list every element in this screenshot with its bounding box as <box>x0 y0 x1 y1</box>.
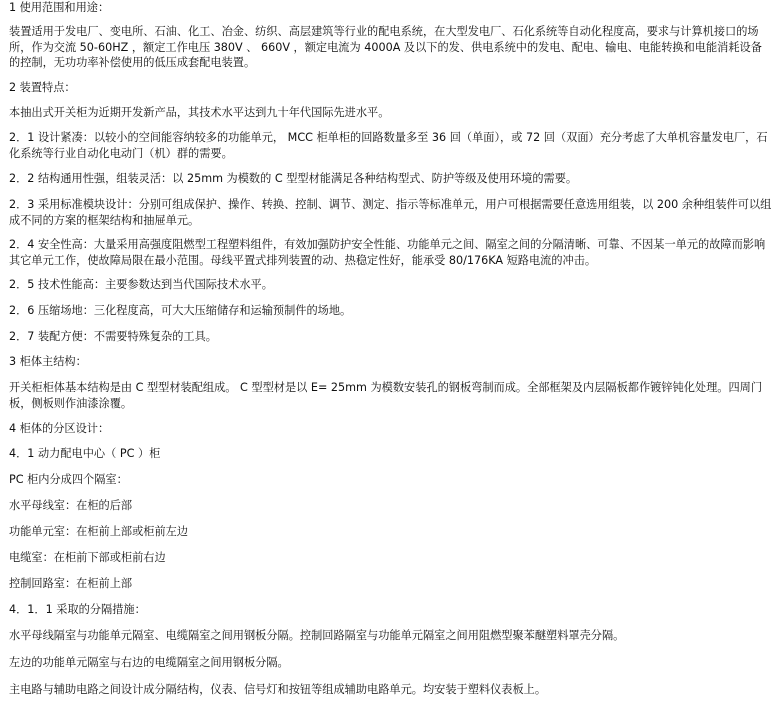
room-item: 电缆室：在柜前下部或柜前右边 <box>9 551 166 564</box>
room-item: 水平母线室：在柜的后部 <box>9 499 133 512</box>
measure-item: 主电路与辅助电路之间设计成分隔结构，仪表、信号灯和按钮等组成辅助电路单元。均安装于塑料仪表板上。 <box>9 683 547 696</box>
section-2-2: 2．2 结构通用性强，组装灵活：以 25mm 为模数的 C 型型材能满足各种结构型式、防护等级及使用环境的需要。 <box>9 172 578 185</box>
section-2-1: 2．1 设计紧凑：以较小的空间能容纳较多的功能单元， MCC 柜单柜的回路数量多至 36 回（单面），或 72 回（双面）充分考虑了大单机容量发电厂，石化系统等行业自动化电动门（机）群的需要。 <box>9 131 768 160</box>
section-2-5: 2．5 技术性能高：主要参数达到当代国际技术水平。 <box>9 278 273 291</box>
section-3-heading: 3 柜体主结构： <box>9 355 87 368</box>
section-2-3: 2．3 采用标准模块设计：分别可组成保护、操作、转换、控制、调节、测定、指示等标准单元，用户可根据需要任意选用组装，以 200 余种组装件可以组成不同的方案的框架结构和抽屉单元。 <box>9 198 772 227</box>
section-1-body: 装置适用于发电厂、变电所、石油、化工、冶金、纺织、高层建筑等行业的配电系统，在大型发电厂、石化系统等自动化程度高，要求与计算机接口的场所，作为交流 50-60HZ ，额定工作电压 380V 、 660V ，额定电流为 4000A 及以下的发、供电系统中的发电、配电、输电、电能转换和电能消耗设备的控制，无功功率补偿使用的低压成套配电装置。 <box>9 25 762 69</box>
room-item: 控制回路室：在柜前上部 <box>9 577 133 590</box>
section-4-1-1: 4．1．1 采取的分隔措施： <box>9 603 146 616</box>
section-1-heading: 1 使用范围和用途： <box>9 1 110 14</box>
measure-item: 左边的功能单元隔室与右边的电缆隔室之间用钢板分隔。 <box>9 656 289 669</box>
section-2-4: 2．4 安全性高：大量采用高强度阻燃型工程塑料组件，有效加强防护安全性能、功能单元之间、隔室之间的分隔清晰、可靠、不因某一单元的故障而影响其它单元工作，使故障局限在最小范围。母线平置式排列装置的动、热稳定性好，能承受 80/176KA 短路电流的冲击。 <box>9 238 766 267</box>
section-2-6: 2．6 压缩场地：三化程度高，可大大压缩储存和运输预制件的场地。 <box>9 304 352 317</box>
room-item: 功能单元室：在柜前上部或柜前左边 <box>9 525 189 538</box>
section-3-body: 开关柜柜体基本结构是由 C 型型材装配组成。 C 型型材是以 E= 25mm 为模数安装孔的钢板弯制而成。全部框架及内层隔板都作镀锌钝化处理。四周门板，侧板则作油漆涂覆。 <box>9 381 763 410</box>
section-4-heading: 4 柜体的分区设计： <box>9 422 110 435</box>
section-4-1-intro: PC 柜内分成四个隔室： <box>9 473 128 486</box>
measure-item: 水平母线隔室与功能单元隔室、电缆隔室之间用钢板分隔。控制回路隔室与功能单元隔室之间用阻燃型聚苯醚塑料罩壳分隔。 <box>9 629 625 642</box>
section-2-heading: 2 装置特点： <box>9 81 76 94</box>
section-2-body: 本抽出式开关柜为近期开发新产品，其技术水平达到九十年代国际先进水平。 <box>9 106 390 119</box>
section-4-1: 4．1 动力配电中心（ PC ）柜 <box>9 447 161 460</box>
section-2-7: 2．7 装配方便：不需要特殊复杂的工具。 <box>9 330 217 343</box>
